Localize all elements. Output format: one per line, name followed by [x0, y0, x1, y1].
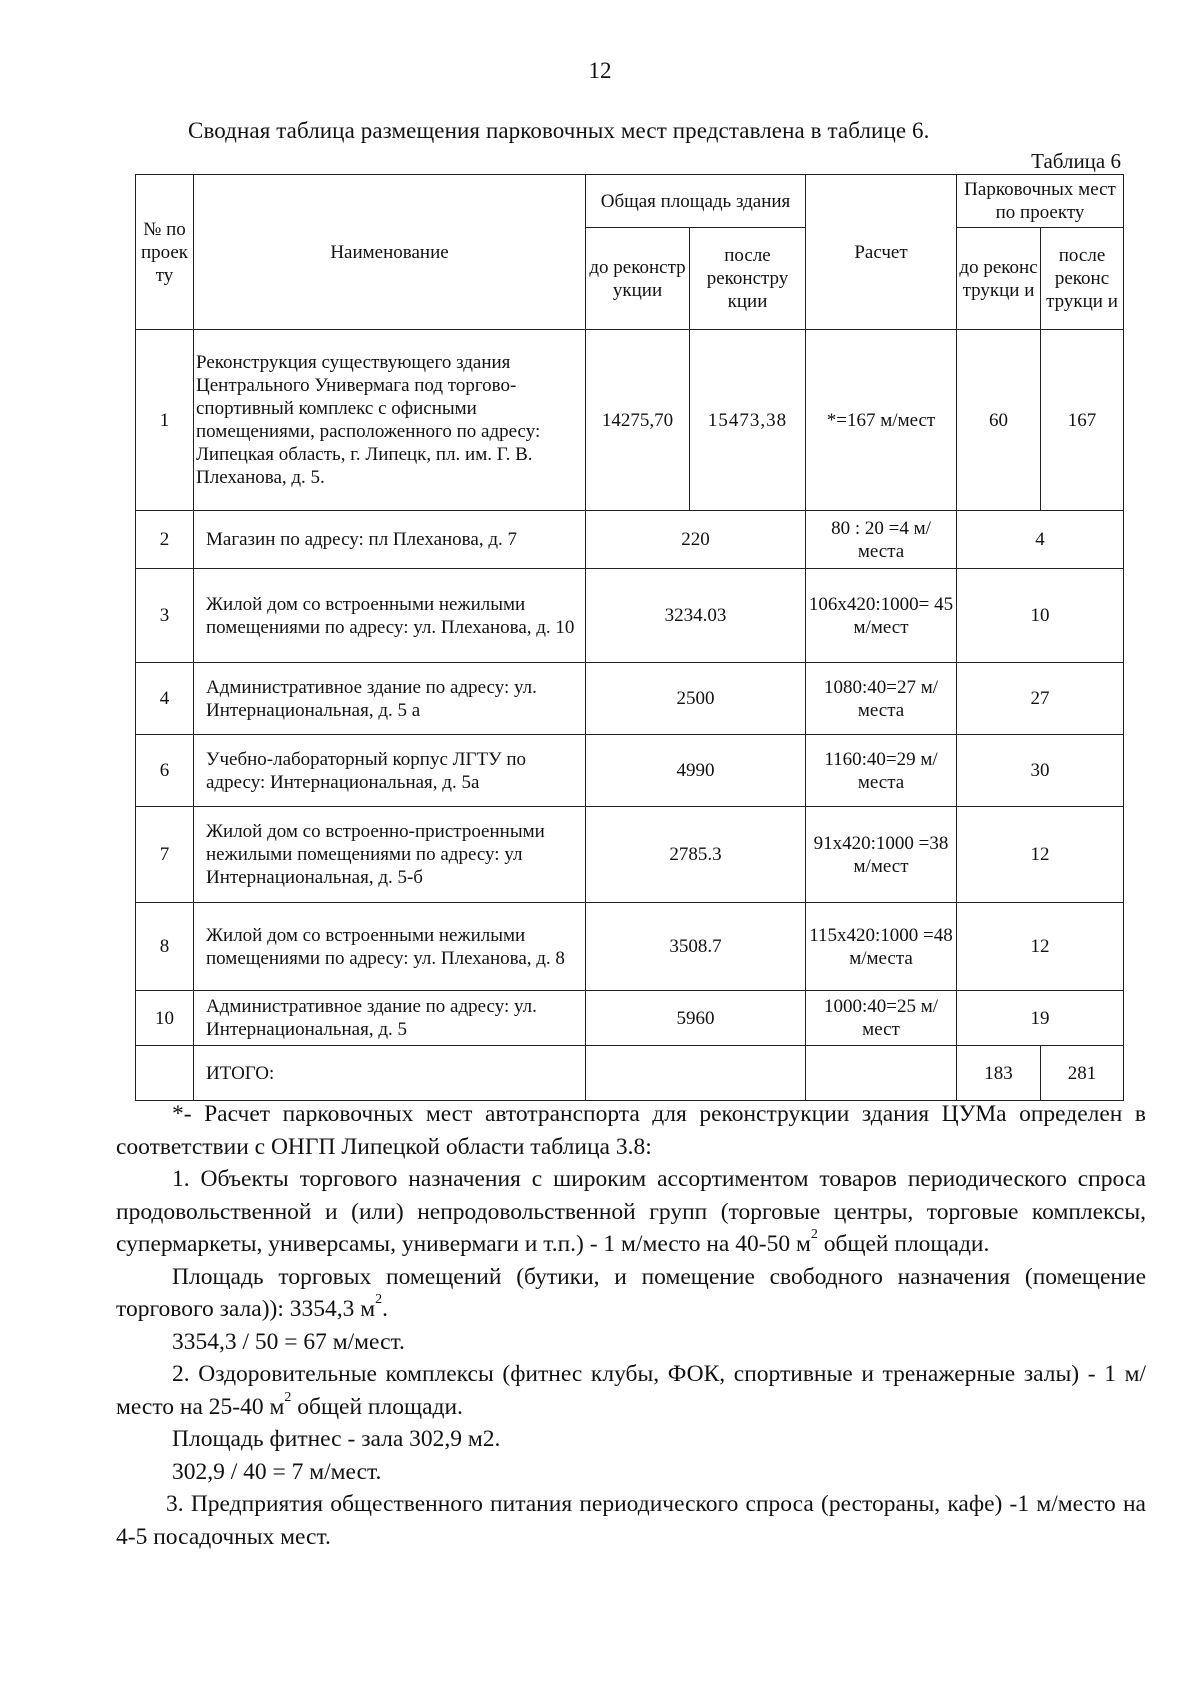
note-text: общей площади.: [817, 1231, 990, 1257]
row-name: Жилой дом со встроенными нежилыми помещениями по адресу: ул. Плеханова, д. 8: [194, 903, 586, 991]
header-area-before: до реконстр укции: [586, 228, 690, 330]
header-places-after: после реконс трукци и: [1041, 228, 1124, 330]
note-text: 1. Объекты торгового назначения с широким ассортиментом товаров периодического спроса продовольственной и (или) непродовольственной групп (торговые центры, торговые комплексы, супермаркеты, универсамы, универмаги и т.п.) - 1 м/место на 40-50 м: [116, 1166, 1146, 1257]
total-area-empty: [586, 1046, 806, 1101]
header-area-group: Общая площадь здания: [586, 175, 806, 228]
note-paragraph: 3. Предприятия общественного питания периодического спроса (рестораны, кафе) -1 м/место на 4-5 посадочных мест.: [116, 1491, 1146, 1550]
page-number: 12: [588, 58, 612, 83]
row-area-before: 14275,70: [586, 330, 690, 511]
row-number: 10: [136, 991, 194, 1046]
table-row: [136, 991, 1124, 1046]
row-places: 10: [957, 569, 1124, 663]
row-area: 3234.03: [586, 569, 806, 663]
row-places-after: 167: [1041, 330, 1124, 511]
row-places: 19: [957, 991, 1124, 1046]
superscript: 2: [375, 1292, 383, 1307]
row-area: 5960: [586, 991, 806, 1046]
row-places: 4: [957, 511, 1124, 569]
total-calc-empty: [806, 1046, 957, 1101]
row-area: 3508.7: [586, 903, 806, 991]
table-row: [136, 569, 1124, 663]
row-calc: 1080:40=27 м/места: [806, 663, 957, 735]
row-area-after: 15473,38: [690, 330, 806, 511]
row-calc: 106х420:1000= 45 м/мест: [806, 569, 957, 663]
note-paragraph: Площадь фитнес - зала 302,9 м2.: [172, 1426, 501, 1452]
row-number: 7: [136, 807, 194, 903]
row-area: 2785.3: [586, 807, 806, 903]
header-area-after: после реконстру кции: [690, 228, 806, 330]
row-calc: 80 : 20 =4 м/места: [806, 511, 957, 569]
note-text: 2. Оздоровительные комплексы (фитнес клубы, ФОК, спортивные и тренажерные залы) - 1 м/место на 25-40 м: [116, 1361, 1146, 1420]
row-number: 6: [136, 735, 194, 807]
note-paragraph: 3354,3 / 50 = 67 м/мест.: [172, 1328, 405, 1355]
note-text: общей площади.: [291, 1393, 463, 1420]
note-text: Площадь торговых помещений (бутики, и помещение свободного назначения (помещение торгового зала)): 3354,3 м: [116, 1263, 1146, 1322]
row-calc: *=167 м/мест: [806, 330, 957, 511]
note-paragraph: [116, 1163, 1146, 1261]
note-paragraph: [116, 1261, 1146, 1326]
superscript: 2: [284, 1389, 292, 1405]
note-text: .: [382, 1296, 389, 1322]
row-name: Жилой дом со встроенными нежилыми помещениями по адресу: ул. Плеханова, д. 10: [194, 569, 586, 663]
total-places-before: 183: [957, 1046, 1041, 1101]
header-name: Наименование: [194, 175, 586, 330]
table-row: [136, 330, 1124, 511]
row-name: Административное здание по адресу: ул. Интернациональная, д. 5 а: [194, 663, 586, 735]
row-places-before: 60: [957, 330, 1041, 511]
header-calc: Расчет: [806, 175, 957, 330]
note-paragraph: *- Расчет парковочных мест автотранспорта для реконструкции здания ЦУМа определен в соответствии с ОНГП Липецкой области таблица 3.8:: [116, 1101, 1146, 1160]
table-row: [136, 735, 1124, 807]
table-row: [136, 511, 1124, 569]
row-name: Реконструкция существующего здания Центрального Универмага под торгово-спортивный комплекс с офисными помещениями, расположенного по адресу: Липецкая область, г. Липецк, пл. им. Г. В. Плеханова, д. 5.: [194, 330, 586, 511]
total-places-after: 281: [1041, 1046, 1124, 1101]
note-paragraph: 302,9 / 40 = 7 м/мест.: [172, 1458, 382, 1485]
header-places-group: Парковочных мест по проекту: [957, 175, 1124, 228]
row-number: 4: [136, 663, 194, 735]
superscript: 2: [810, 1227, 818, 1242]
row-area: 2500: [586, 663, 806, 735]
row-number: 1: [136, 330, 194, 511]
row-calc: 91х420:1000 =38 м/мест: [806, 807, 957, 903]
row-name: Жилой дом со встроенно-пристроенными нежилыми помещениями по адресу: ул Интернациональная, д. 5-б: [194, 807, 586, 903]
table-row: [136, 903, 1124, 991]
header-number: № по проек ту: [136, 175, 194, 330]
row-places: 30: [957, 735, 1124, 807]
row-calc: 1160:40=29 м/места: [806, 735, 957, 807]
row-name: Учебно-лабораторный корпус ЛГТУ по адресу: Интернациональная, д. 5а: [194, 735, 586, 807]
row-calc: 1000:40=25 м/мест: [806, 991, 957, 1046]
row-name: Административное здание по адресу: ул. Интернациональная, д. 5: [194, 991, 586, 1046]
table-caption: Таблица 6: [1031, 149, 1121, 173]
total-number-empty: [136, 1046, 194, 1101]
table-row: [136, 663, 1124, 735]
parking-table: [135, 174, 1124, 1101]
row-places: 12: [957, 903, 1124, 991]
table-row: [136, 807, 1124, 903]
row-places: 27: [957, 663, 1124, 735]
note-paragraph: [116, 1358, 1146, 1423]
row-number: 2: [136, 511, 194, 569]
intro-sentence: Сводная таблица размещения парковочных мест представлена в таблице 6.: [188, 118, 930, 143]
row-calc: 115х420:1000 =48 м/места: [806, 903, 957, 991]
header-places-before: до реконс трукци и: [957, 228, 1041, 330]
row-number: 3: [136, 569, 194, 663]
notes-section: [116, 1098, 1146, 1553]
total-label: ИТОГО:: [194, 1046, 586, 1101]
row-places: 12: [957, 807, 1124, 903]
row-area: 4990: [586, 735, 806, 807]
row-number: 8: [136, 903, 194, 991]
row-name: Магазин по адресу: пл Плеханова, д. 7: [194, 511, 586, 569]
row-area: 220: [586, 511, 806, 569]
total-row: [136, 1046, 1124, 1101]
